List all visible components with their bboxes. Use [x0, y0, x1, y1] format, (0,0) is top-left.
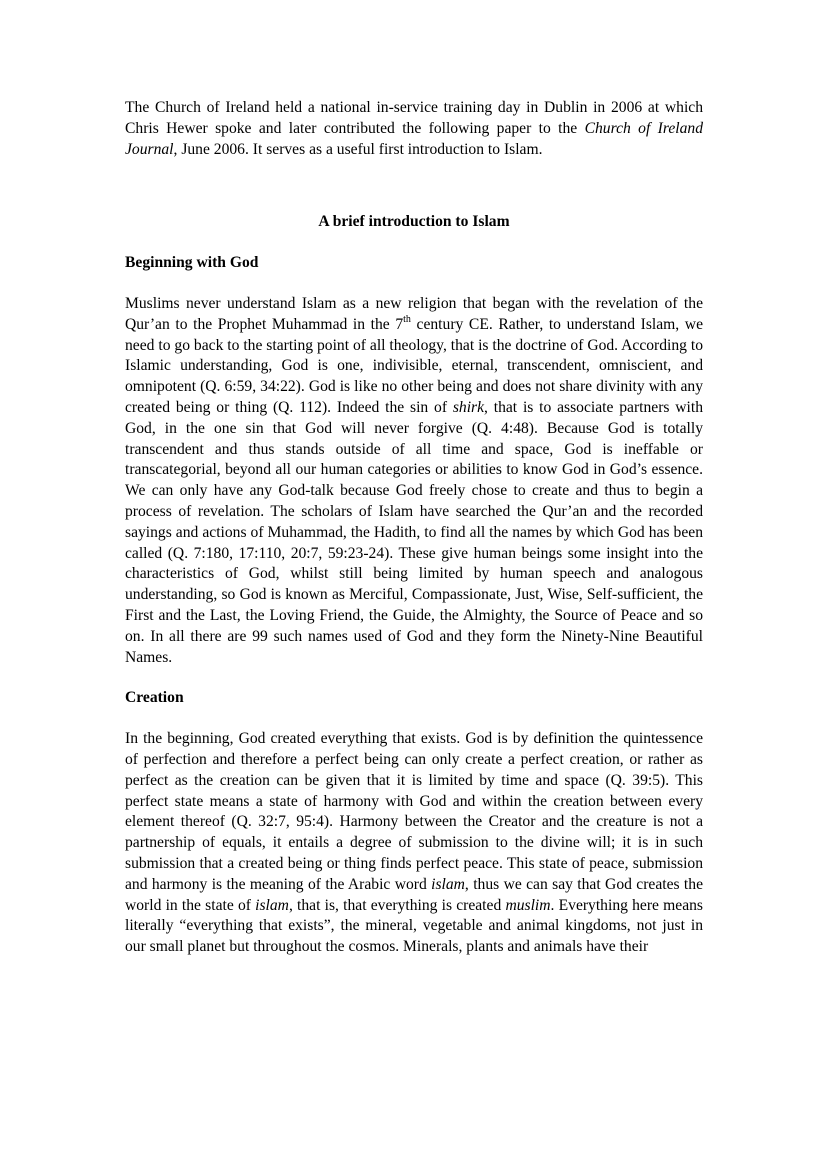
text-run: , thus we can say that God creates the world in the state of	[125, 875, 703, 914]
italic-term: islam	[255, 896, 289, 914]
journal-title: Church of Ireland Journal	[125, 119, 704, 158]
italic-term: shirk	[452, 398, 485, 416]
text-run: . Everything here means literally “everything that exists”, the mineral, vegetable and animal kingdoms, not just in our small planet but throughout the cosmos. Minerals, plants and animals have their	[125, 896, 703, 956]
intro-text: The Church of Ireland held a national in-service training day in Dublin in 2006 at which Chris Hewer spoke and later contributed the following paper to the	[125, 99, 703, 137]
superscript: th	[403, 313, 411, 325]
text-run: In the beginning, God created everything that exists. God is by definition the quintessence of perfection and therefore a perfect being can only create a perfect creation, or rather as perfect as the creation can be given that it is limited by time and space (Q. 39:5). This perfect state means a state of harmony with God and within the creation between every element thereof (Q. 32:7, 95:4). Harmony between the Creator and the creature is not a partnership of equals, it entails a degree of submission to the divine will; it is in such submission that a created being or thing finds perfect peace. This state of peace, submission and harmony is the meaning of the Arabic word	[125, 730, 703, 893]
intro-paragraph	[125, 98, 703, 160]
text-run: century CE. Rather, to understand Islam, we need to go back to the starting point of all theology, that is the doctrine of God. According to Islamic understanding, God is one, indivisible, eternal, transcendent, omniscient, and omnipotent (Q. 6:59, 34:22). God is like no other being and does not share divinity with any created being or thing (Q. 112). Indeed the sin of	[125, 315, 703, 416]
italic-term: muslim	[505, 896, 551, 914]
document-title: A brief introduction to Islam	[318, 213, 510, 231]
paragraph-creation	[125, 729, 703, 958]
text-run: , that is, that everything is created	[288, 896, 506, 914]
document-page	[125, 98, 703, 978]
italic-term: islam	[431, 875, 465, 893]
intro-text-end: , June 2006. It serves as a useful first introduction to Islam.	[173, 140, 543, 158]
section-heading-beginning-with-god: Beginning with God	[125, 254, 259, 272]
text-run: Muslims never understand Islam as a new religion that began with the revelation of the Qur’an to the Prophet Muhammad in the 7	[125, 294, 703, 333]
text-run: , that is to associate partners with God, in the one sin that God will never forgive (Q. 4:48). Because God is totally transcendent and thus stands outside of all time and space, God is ineffable or transcategorial, beyond all our human categories or abilities to know God in God’s essence. We can only have any God-talk because God freely chose to create and thus to begin a process of revelation. The scholars of Islam have searched the Qur’an and the recorded sayings and actions of Muhammad, the Hadith, to find all the names by which God has been called (Q. 7:180, 17:110, 20:7, 59:23-24). These give human beings some insight into the characteristics of God, whilst still being limited by human speech and analogous understanding, so God is known as Merciful, Compassionate, Just, Wise, Self-sufficient, the First and the Last, the Loving Friend, the Guide, the Almighty, the Source of Peace and so on. In all there are 99 such names used of God and they form the Ninety-Nine Beautiful Names.	[125, 398, 704, 666]
section-heading-creation: Creation	[125, 689, 184, 707]
paragraph-beginning-with-god	[125, 294, 703, 668]
